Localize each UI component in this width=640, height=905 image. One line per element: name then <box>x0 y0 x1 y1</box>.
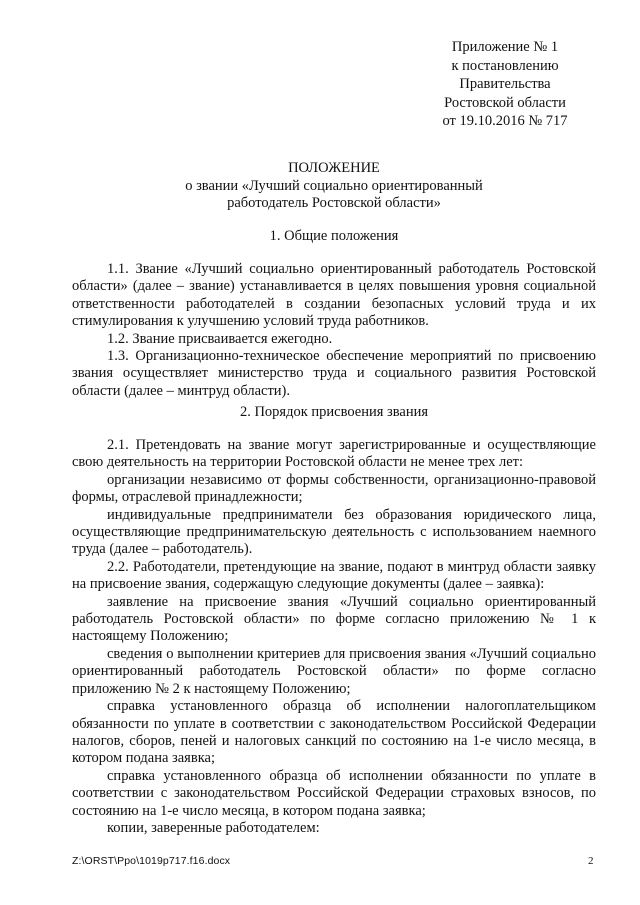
paragraph: сведения о выполнении критериев для присвоения звания «Лучший социально ориентированный работодатель Ростовской области» по форме согласно приложению № 2 к настоящему Положению; <box>72 645 596 697</box>
appendix-line: Правительства <box>459 76 551 93</box>
title-line: о звании «Лучший социально ориентированный <box>185 177 483 194</box>
section-1-body <box>72 261 596 400</box>
page-number: 2 <box>588 855 594 867</box>
paragraph: справка установленного образца об исполнении налогоплательщиком обязанности по уплате в соответствии с законодательством Российской Федерации налогов, сборов, пеней и налоговых санкций по состоянию на 1-е число месяца, в котором подана заявка; <box>72 698 596 767</box>
appendix-line: от 19.10.2016 № 717 <box>442 113 568 130</box>
paragraph: организации независимо от формы собственности, организационно-правовой формы, отраслевой принадлежности; <box>72 471 596 506</box>
paragraph: индивидуальные предприниматели без образования юридического лица, осуществляющие предпринимательскую деятельность с использованием наемного труда (далее – работодатель). <box>72 506 596 558</box>
paragraph: заявление на присвоение звания «Лучший социально ориентированный работодатель Ростовской области» по форме согласно приложению № 1 к настоящему Положению; <box>72 593 596 645</box>
paragraph: справка установленного образца об исполнении обязанности по уплате в соответствии с законодательством Российской Федерации страховых взносов, по состоянию на 1-е число месяца, в котором подана заявка; <box>72 767 596 819</box>
title-line: работодатель Ростовской области» <box>227 195 441 211</box>
appendix-line: Ростовской области <box>444 94 566 111</box>
appendix-line: к постановлению <box>451 57 559 74</box>
section-2-heading: 2. Порядок присвоения звания <box>239 404 429 420</box>
paragraph: 1.2. Звание присваивается ежегодно. <box>107 330 333 347</box>
section-1-heading: 1. Общие положения <box>269 228 399 244</box>
title-heading: ПОЛОЖЕНИЕ <box>288 160 380 176</box>
paragraph: 1.1. Звание «Лучший социально ориентированный работодатель Ростовской области» (далее – звание) устанавливается в целях повышения уровня социальной ответственности работодателей в создании безопасных условий труда и их стимулирования к улучшению условий труда работников. <box>72 261 596 330</box>
paragraph: 2.2. Работодатели, претендующие на звание, подают в минтруд области заявку на присвоение звания, содержащую следующие документы (далее – заявка): <box>72 558 596 593</box>
paragraph: 2.1. Претендовать на звание могут зарегистрированные и осуществляющие свою деятельность на территории Ростовской области не менее трех лет: <box>72 437 596 471</box>
paragraph: копии, заверенные работодателем: <box>107 819 320 836</box>
footer-file-path: Z:\ORST\Ppo\1019p717.f16.docx <box>72 855 231 867</box>
document-title <box>72 160 596 213</box>
section-2-body <box>72 437 596 837</box>
appendix-reference <box>410 38 600 131</box>
paragraph: 1.3. Организационно-техническое обеспечение мероприятий по присвоению звания осуществляет министерство труда и социального развития Ростовской области (далее – минтруд области). <box>72 348 596 399</box>
appendix-line: Приложение № 1 <box>451 39 559 55</box>
